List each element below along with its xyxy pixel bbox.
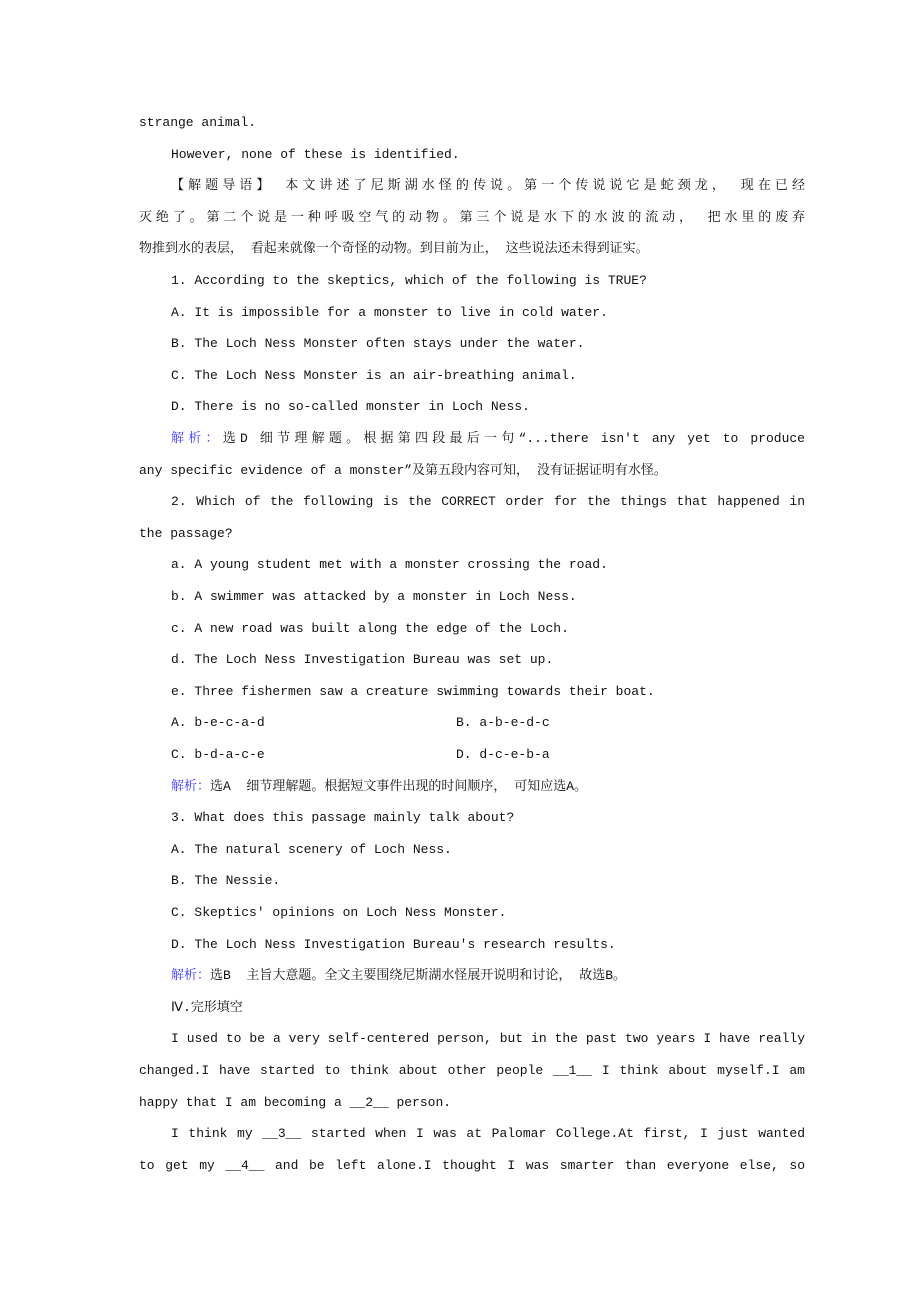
text-line [171, 1118, 805, 1150]
text-line [171, 423, 805, 455]
line-text: 选A 细节理解题。根据短文事件出现的时间顺序， 可知应选A。 [210, 778, 588, 794]
option-column-2: D. d-c-e-b-a [456, 747, 550, 762]
text-line [171, 739, 805, 771]
text-line [171, 960, 805, 992]
text-line [171, 992, 805, 1024]
line-text: 物推到水的表层， 看起来就像一个奇怪的动物。到目前为止， 这些说法还未得到证实。 [139, 241, 649, 257]
text-line [171, 297, 805, 329]
option-column-2: B. a-b-e-d-c [456, 715, 550, 731]
line-text: any specific evidence of a monster”及第五段内容可知， 没有证据证明有水怪。 [139, 462, 667, 478]
text-line [139, 202, 805, 234]
text-line [139, 1055, 805, 1087]
line-text: B. The Nessie. [171, 873, 281, 889]
text-line [171, 644, 805, 676]
text-line [171, 139, 805, 171]
text-line [139, 518, 805, 550]
line-text: 1. According to the skeptics, which of the following is TRUE? [171, 273, 647, 288]
line-text: I used to be a very self-centered person, but in the past two years I have really [171, 1031, 805, 1047]
line-text: 选D 细节理解题。根据第四段最后一句“...there isn't any yet to produce [222, 431, 805, 446]
line-text: A. b-e-c-a-d [171, 715, 265, 731]
line-text: changed.I have started to think about other people __1__ I think about myself.I am [139, 1063, 805, 1078]
text-line [171, 360, 805, 392]
text-line [171, 170, 805, 202]
line-text: b. A swimmer was attacked by a monster in Loch Ness. [171, 589, 577, 604]
text-line [171, 834, 805, 866]
line-text: D. The Loch Ness Investigation Bureau's research results. [171, 936, 616, 952]
line-text: However, none of these is identified. [171, 146, 460, 162]
line-text: I think my __3__ started when I was at Palomar College.At first, I just wanted [171, 1126, 805, 1142]
text-line [171, 265, 805, 297]
line-text: c. A new road was built along the edge of the Loch. [171, 620, 569, 636]
text-line [171, 549, 805, 581]
line-text: A. It is impossible for a monster to live in cold water. [171, 304, 608, 320]
line-text: e. Three fishermen saw a creature swimming towards their boat. [171, 683, 655, 699]
line-text: C. The Loch Ness Monster is an air-breathing animal. [171, 367, 577, 383]
line-text: 3. What does this passage mainly talk about? [171, 810, 515, 826]
text-line [171, 771, 805, 803]
text-line [171, 802, 805, 834]
text-line [171, 676, 805, 708]
text-line [171, 613, 805, 645]
line-text: Ⅳ.完形填空 [171, 999, 243, 1015]
text-line [139, 1150, 805, 1182]
line-text: happy that I am becoming a __2__ person. [139, 1094, 452, 1110]
line-text: the passage? [139, 525, 233, 541]
line-text: A. The natural scenery of Loch Ness. [171, 841, 452, 857]
text-line [171, 897, 805, 929]
line-text: a. A young student met with a monster crossing the road. [171, 557, 608, 573]
text-line [171, 929, 805, 961]
text-line [139, 107, 805, 139]
line-text: 【解题导语】 本文讲述了尼斯湖水怪的传说。第一个传说说它是蛇颈龙， 现在已经 [171, 178, 805, 194]
line-text: C. b-d-a-c-e [171, 747, 265, 762]
text-line [139, 455, 805, 487]
line-text: 选B 主旨大意题。全文主要围绕尼斯湖水怪展开说明和讨论， 故选B。 [210, 968, 627, 984]
analysis-label: 解析： [171, 778, 211, 794]
text-line [171, 1023, 805, 1055]
text-line [171, 328, 805, 360]
line-text: d. The Loch Ness Investigation Bureau was set up. [171, 652, 554, 668]
line-text: B. The Loch Ness Monster often stays under the water. [171, 336, 585, 352]
text-line [171, 486, 805, 518]
text-line [171, 581, 805, 613]
line-text: C. Skeptics' opinions on Loch Ness Monster. [171, 905, 507, 920]
analysis-label: 解析： [171, 968, 211, 984]
text-line [139, 233, 805, 265]
text-line [171, 707, 805, 739]
line-text: to get my __4__ and be left alone.I thought I was smarter than everyone else, so [139, 1157, 805, 1173]
text-line [139, 1087, 805, 1119]
line-text: 2. Which of the following is the CORRECT order for the things that happened in [171, 494, 805, 510]
line-text: D. There is no so-called monster in Loch Ness. [171, 399, 530, 415]
text-line [171, 391, 805, 423]
line-text: strange animal. [139, 115, 257, 130]
text-line [171, 865, 805, 897]
line-text: 灭绝了。第二个说是一种呼吸空气的动物。第三个说是水下的水波的流动， 把水里的废弃 [139, 209, 805, 225]
analysis-label: 解析： [171, 431, 223, 446]
